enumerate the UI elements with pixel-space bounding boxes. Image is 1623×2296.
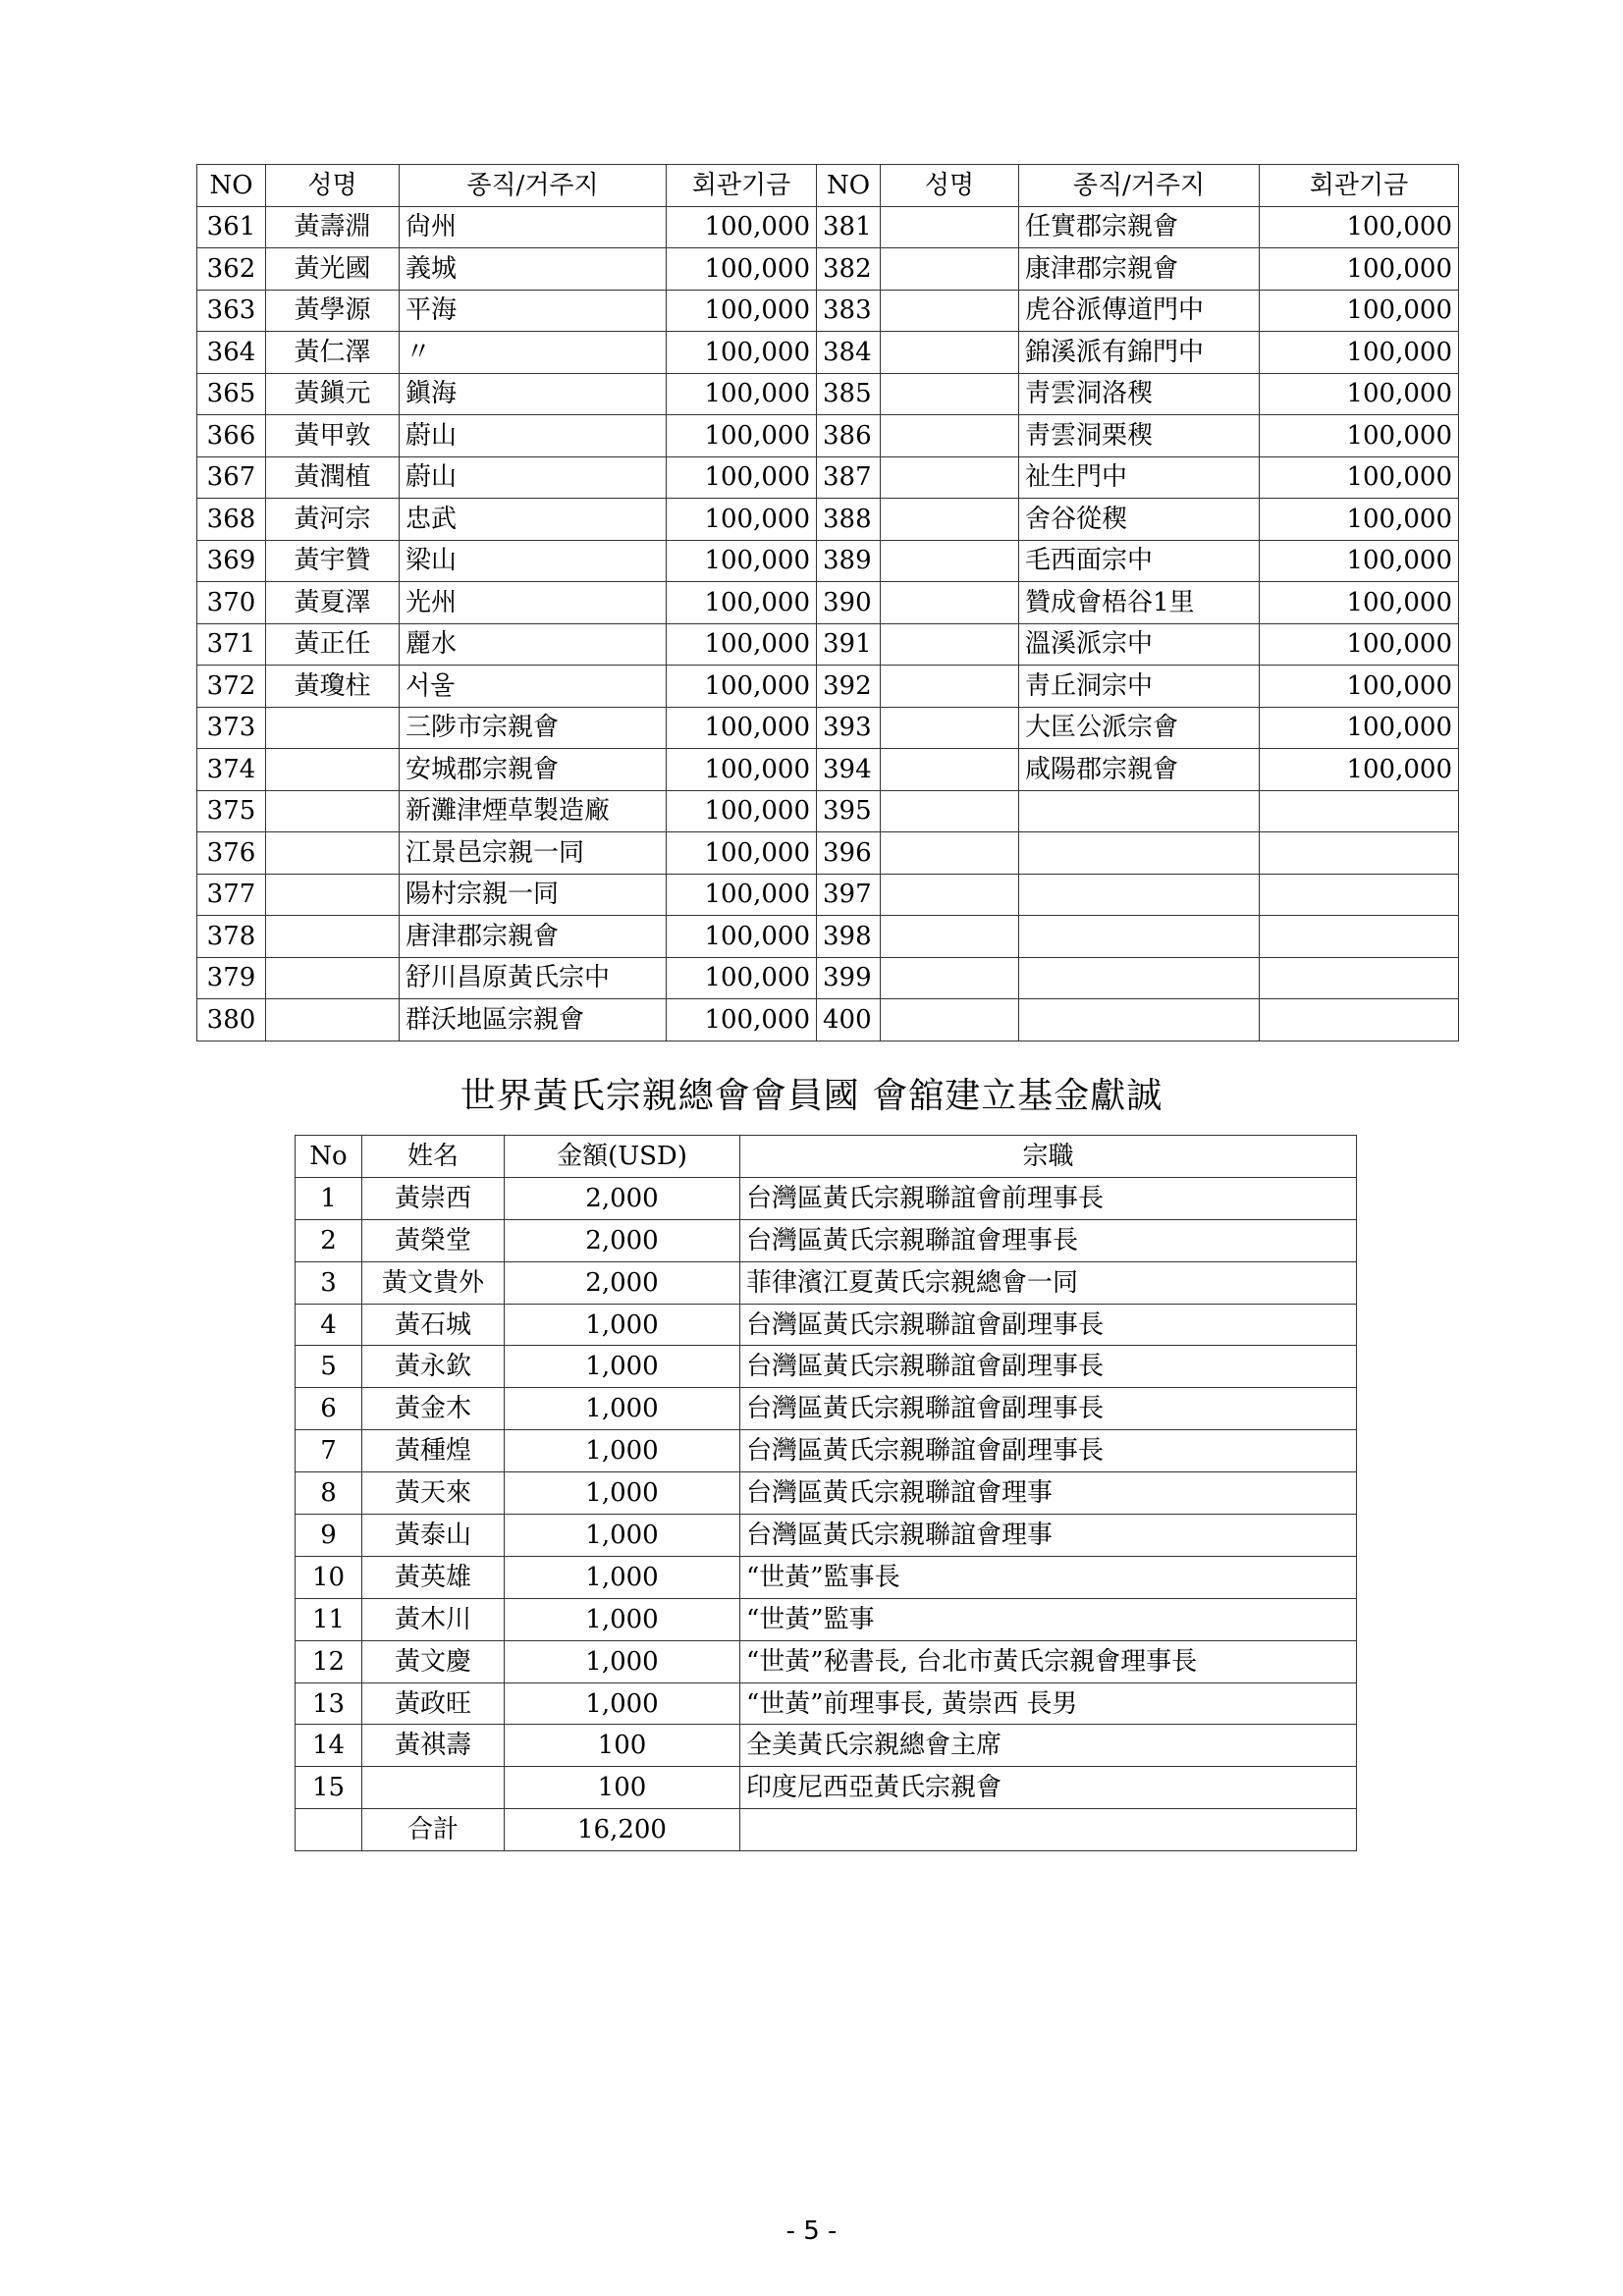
- donor-name: [266, 874, 400, 916]
- donor-name: [881, 707, 1019, 749]
- row-no: 13: [296, 1682, 362, 1725]
- clan-residence: 群沃地區宗親會: [400, 999, 667, 1041]
- donor-name: [266, 790, 400, 832]
- fund-amount: [1260, 999, 1459, 1041]
- clan-position: “世黃”前理事長, 黃崇西 長男: [740, 1682, 1357, 1725]
- clan-residence: [1019, 832, 1260, 875]
- donor-name: 黃學源: [266, 290, 400, 332]
- fund-amount: [1260, 832, 1459, 875]
- row-no: 361: [197, 206, 266, 248]
- table-row: [197, 790, 1459, 832]
- table-row: [296, 1515, 1357, 1557]
- row-no: 364: [197, 332, 266, 374]
- amount-usd: 2,000: [505, 1177, 740, 1219]
- clan-residence: 錦溪派有錦門中: [1019, 332, 1260, 374]
- row-no: 12: [296, 1640, 362, 1682]
- row-no: 375: [197, 790, 266, 832]
- amount-usd: 1,000: [505, 1430, 740, 1472]
- donor-name: [881, 749, 1019, 791]
- amount-usd: 1,000: [505, 1556, 740, 1598]
- fund-amount: 100,000: [1260, 666, 1459, 708]
- member-name: 黃永欽: [362, 1346, 505, 1388]
- clan-position: “世黃”監事長: [740, 1556, 1357, 1598]
- table-row: [197, 999, 1459, 1041]
- amount-usd: 1,000: [505, 1472, 740, 1515]
- row-no: 379: [197, 957, 266, 999]
- row-no: 11: [296, 1598, 362, 1640]
- donor-name: 黃河宗: [266, 499, 400, 541]
- clan-position: “世黃”秘書長, 台北市黃氏宗親會理事長: [740, 1640, 1357, 1682]
- clan-residence: 尙州: [400, 206, 667, 248]
- donor-name: [881, 666, 1019, 708]
- amount-usd: 1,000: [505, 1682, 740, 1725]
- table-row: [197, 957, 1459, 999]
- fund-amount: 100,000: [667, 248, 817, 291]
- row-no: 397: [817, 874, 881, 916]
- donor-name: 黃潤植: [266, 456, 400, 499]
- fund-amount: 100,000: [1260, 415, 1459, 457]
- donor-name: 黃壽淵: [266, 206, 400, 248]
- row-no: 367: [197, 456, 266, 499]
- table-row: [197, 749, 1459, 791]
- header-name: 성명: [881, 165, 1019, 207]
- member-name: 黃泰山: [362, 1515, 505, 1557]
- fund-amount: 100,000: [667, 707, 817, 749]
- clan-position: 台灣區黃氏宗親聯誼會副理事長: [740, 1304, 1357, 1346]
- donor-name: [266, 957, 400, 999]
- table-row: [296, 1598, 1357, 1640]
- donor-name: 黃仁澤: [266, 332, 400, 374]
- row-no: 363: [197, 290, 266, 332]
- amount-usd: 2,000: [505, 1261, 740, 1304]
- amount-usd: 1,000: [505, 1515, 740, 1557]
- donor-name: [881, 456, 1019, 499]
- donor-name: 黃正任: [266, 623, 400, 666]
- row-no: 366: [197, 415, 266, 457]
- fund-amount: 100,000: [667, 832, 817, 875]
- donor-name: [881, 373, 1019, 415]
- header-no: No: [296, 1136, 362, 1178]
- row-no: 1: [296, 1177, 362, 1219]
- donor-name: 黃夏澤: [266, 582, 400, 624]
- donor-name: [881, 957, 1019, 999]
- header-amount: 金額(USD): [505, 1136, 740, 1178]
- member-name: 黃文慶: [362, 1640, 505, 1682]
- donor-name: [881, 999, 1019, 1041]
- clan-residence: 毛西面宗中: [1019, 540, 1260, 582]
- table-row: [197, 499, 1459, 541]
- total-empty-cell: [296, 1809, 362, 1851]
- table-row: [296, 1640, 1357, 1682]
- fund-amount: 100,000: [1260, 582, 1459, 624]
- clan-residence: 康津郡宗親會: [1019, 248, 1260, 291]
- donor-name: [881, 206, 1019, 248]
- row-no: 393: [817, 707, 881, 749]
- row-no: 3: [296, 1261, 362, 1304]
- clan-residence: 鎭海: [400, 373, 667, 415]
- donor-name: [266, 999, 400, 1041]
- row-no: 378: [197, 916, 266, 958]
- clan-residence: 靑雲洞洛稧: [1019, 373, 1260, 415]
- fund-amount: 100,000: [667, 957, 817, 999]
- fund-amount: [1260, 916, 1459, 958]
- header-no: NO: [817, 165, 881, 207]
- clan-residence: 陽村宗親一同: [400, 874, 667, 916]
- member-name: 黃金木: [362, 1388, 505, 1430]
- donor-name: [881, 540, 1019, 582]
- table-row: [197, 332, 1459, 374]
- clan-residence: 祉生門中: [1019, 456, 1260, 499]
- clan-position: 台灣區黃氏宗親聯誼會理事長: [740, 1219, 1357, 1261]
- page-number: - 5 -: [785, 2216, 838, 2246]
- amount-usd: 1,000: [505, 1304, 740, 1346]
- fund-amount: 100,000: [667, 582, 817, 624]
- fund-amount: 100,000: [1260, 623, 1459, 666]
- fund-table-header: [296, 1136, 1357, 1178]
- row-no: 400: [817, 999, 881, 1041]
- clan-residence: 虎谷派傳道門中: [1019, 290, 1260, 332]
- row-no: 398: [817, 916, 881, 958]
- member-name: 黃石城: [362, 1304, 505, 1346]
- donor-name: [881, 290, 1019, 332]
- clan-residence: 光州: [400, 582, 667, 624]
- row-no: 392: [817, 666, 881, 708]
- clan-residence: 蔚山: [400, 456, 667, 499]
- row-no: 387: [817, 456, 881, 499]
- donor-table-header: [197, 165, 1459, 207]
- fund-amount: 100,000: [667, 415, 817, 457]
- clan-position: 台灣區黃氏宗親聯誼會理事: [740, 1472, 1357, 1515]
- row-no: 371: [197, 623, 266, 666]
- amount-usd: 100: [505, 1725, 740, 1767]
- table-row: [296, 1346, 1357, 1388]
- clan-residence: 安城郡宗親會: [400, 749, 667, 791]
- table-row: [197, 540, 1459, 582]
- donor-name: [881, 499, 1019, 541]
- donor-name: [881, 623, 1019, 666]
- fund-amount: 100,000: [667, 373, 817, 415]
- member-name: [362, 1767, 505, 1809]
- row-no: 381: [817, 206, 881, 248]
- clan-position: 台灣區黃氏宗親聯誼會理事: [740, 1515, 1357, 1557]
- clan-residence: 舍谷從稧: [1019, 499, 1260, 541]
- clan-residence: 大匡公派宗會: [1019, 707, 1260, 749]
- header-clan-residence: 종직/거주지: [1019, 165, 1260, 207]
- header-name: 성명: [266, 165, 400, 207]
- fund-amount: 100,000: [667, 499, 817, 541]
- member-name: 黃文貴外: [362, 1261, 505, 1304]
- row-no: 14: [296, 1725, 362, 1767]
- fund-amount: 100,000: [667, 999, 817, 1041]
- table-row: [197, 916, 1459, 958]
- row-no: 362: [197, 248, 266, 291]
- donor-name: [881, 790, 1019, 832]
- donor-name: 黃甲敦: [266, 415, 400, 457]
- amount-usd: 1,000: [505, 1346, 740, 1388]
- table-row: [197, 707, 1459, 749]
- header-no: NO: [197, 165, 266, 207]
- fund-amount: 100,000: [1260, 456, 1459, 499]
- clan-residence: 蔚山: [400, 415, 667, 457]
- table-row: [296, 1556, 1357, 1598]
- clan-residence: [1019, 874, 1260, 916]
- header-position: 宗職: [740, 1136, 1357, 1178]
- row-no: 399: [817, 957, 881, 999]
- member-name: 黃天來: [362, 1472, 505, 1515]
- clan-position: 菲律濱江夏黃氏宗親總會一同: [740, 1261, 1357, 1304]
- clan-position: 全美黃氏宗親總會主席: [740, 1725, 1357, 1767]
- fund-amount: 100,000: [667, 332, 817, 374]
- donor-name: 黃瓊柱: [266, 666, 400, 708]
- clan-residence: 溫溪派宗中: [1019, 623, 1260, 666]
- total-empty-cell: [740, 1809, 1357, 1851]
- row-no: 389: [817, 540, 881, 582]
- member-name: 黃政旺: [362, 1682, 505, 1725]
- row-no: 395: [817, 790, 881, 832]
- row-no: 10: [296, 1556, 362, 1598]
- member-name: 黃榮堂: [362, 1219, 505, 1261]
- header-hall-fund: 회관기금: [1260, 165, 1459, 207]
- row-no: 6: [296, 1388, 362, 1430]
- donor-name: [266, 832, 400, 875]
- row-no: 385: [817, 373, 881, 415]
- table-row: [296, 1682, 1357, 1725]
- member-name: 黃種煌: [362, 1430, 505, 1472]
- header-hall-fund: 회관기금: [667, 165, 817, 207]
- fund-amount: 100,000: [667, 749, 817, 791]
- clan-residence: [1019, 957, 1260, 999]
- table-row: [197, 832, 1459, 875]
- clan-residence: 唐津郡宗親會: [400, 916, 667, 958]
- clan-residence: 忠武: [400, 499, 667, 541]
- table-row: [296, 1304, 1357, 1346]
- donor-name: [881, 916, 1019, 958]
- donor-name: [881, 582, 1019, 624]
- clan-position: 台灣區黃氏宗親聯誼會前理事長: [740, 1177, 1357, 1219]
- amount-usd: 2,000: [505, 1219, 740, 1261]
- amount-usd: 1,000: [505, 1640, 740, 1682]
- clan-position: 台灣區黃氏宗親聯誼會副理事長: [740, 1430, 1357, 1472]
- clan-residence: 舒川昌原黃氏宗中: [400, 957, 667, 999]
- clan-residence: 三陟市宗親會: [400, 707, 667, 749]
- fund-amount: 100,000: [1260, 707, 1459, 749]
- row-no: 396: [817, 832, 881, 875]
- clan-residence: 新灘津煙草製造廠: [400, 790, 667, 832]
- table-row: [296, 1177, 1357, 1219]
- table-row: [197, 623, 1459, 666]
- table-row: [296, 1388, 1357, 1430]
- fund-amount: 100,000: [667, 290, 817, 332]
- row-no: 5: [296, 1346, 362, 1388]
- fund-section-title: 世界黃氏宗親總會會員國 會舘建立基金獻誠: [460, 1076, 1163, 1116]
- fund-amount: 100,000: [667, 623, 817, 666]
- row-no: 369: [197, 540, 266, 582]
- fund-amount: 100,000: [1260, 332, 1459, 374]
- donor-name: 黃宇贊: [266, 540, 400, 582]
- clan-residence: 〃: [400, 332, 667, 374]
- total-label: 合計: [362, 1809, 505, 1851]
- row-no: 374: [197, 749, 266, 791]
- fund-amount: 100,000: [667, 540, 817, 582]
- row-no: 384: [817, 332, 881, 374]
- donor-name: [266, 749, 400, 791]
- table-row: [197, 415, 1459, 457]
- row-no: 382: [817, 248, 881, 291]
- table-row: [197, 666, 1459, 708]
- total-row: [296, 1809, 1357, 1851]
- table-row: [296, 1472, 1357, 1515]
- table-row: [296, 1725, 1357, 1767]
- fund-amount: 100,000: [1260, 540, 1459, 582]
- row-no: 368: [197, 499, 266, 541]
- donor-name: [881, 415, 1019, 457]
- fund-table: [295, 1135, 1357, 1851]
- clan-position: 印度尼西亞黃氏宗親會: [740, 1767, 1357, 1809]
- amount-usd: 100: [505, 1767, 740, 1809]
- table-row: [296, 1219, 1357, 1261]
- row-no: 372: [197, 666, 266, 708]
- clan-residence: 麗水: [400, 623, 667, 666]
- clan-residence: 平海: [400, 290, 667, 332]
- row-no: 9: [296, 1515, 362, 1557]
- clan-residence: [1019, 999, 1260, 1041]
- row-no: 388: [817, 499, 881, 541]
- member-name: 黃英雄: [362, 1556, 505, 1598]
- header-name: 姓名: [362, 1136, 505, 1178]
- row-no: 394: [817, 749, 881, 791]
- row-no: 8: [296, 1472, 362, 1515]
- table-row: [296, 1767, 1357, 1809]
- clan-residence: 任實郡宗親會: [1019, 206, 1260, 248]
- fund-amount: 100,000: [1260, 499, 1459, 541]
- row-no: 365: [197, 373, 266, 415]
- table-row: [197, 874, 1459, 916]
- table-row: [197, 206, 1459, 248]
- clan-residence: [1019, 790, 1260, 832]
- fund-amount: [1260, 790, 1459, 832]
- amount-usd: 1,000: [505, 1388, 740, 1430]
- donor-name: [881, 832, 1019, 875]
- donor-table: [196, 164, 1459, 1041]
- row-no: 377: [197, 874, 266, 916]
- fund-amount: 100,000: [1260, 248, 1459, 291]
- clan-residence: 贊成會梧谷1里: [1019, 582, 1260, 624]
- donor-name: 黃鎭元: [266, 373, 400, 415]
- table-row: [197, 290, 1459, 332]
- clan-position: “世黃”監事: [740, 1598, 1357, 1640]
- donor-name: [881, 874, 1019, 916]
- clan-residence: 義城: [400, 248, 667, 291]
- fund-amount: 100,000: [667, 666, 817, 708]
- fund-amount: 100,000: [667, 456, 817, 499]
- donor-name: [266, 916, 400, 958]
- row-no: 2: [296, 1219, 362, 1261]
- donor-name: [266, 707, 400, 749]
- fund-amount: 100,000: [1260, 206, 1459, 248]
- row-no: 390: [817, 582, 881, 624]
- amount-usd: 1,000: [505, 1598, 740, 1640]
- clan-residence: 江景邑宗親一同: [400, 832, 667, 875]
- total-amount: 16,200: [505, 1809, 740, 1851]
- table-row: [197, 373, 1459, 415]
- clan-position: 台灣區黃氏宗親聯誼會副理事長: [740, 1388, 1357, 1430]
- table-row: [296, 1261, 1357, 1304]
- row-no: 391: [817, 623, 881, 666]
- fund-amount: [1260, 957, 1459, 999]
- fund-amount: 100,000: [1260, 290, 1459, 332]
- fund-amount: [1260, 874, 1459, 916]
- table-row: [197, 456, 1459, 499]
- donor-name: 黃光國: [266, 248, 400, 291]
- row-no: 386: [817, 415, 881, 457]
- row-no: 373: [197, 707, 266, 749]
- clan-position: 台灣區黃氏宗親聯誼會副理事長: [740, 1346, 1357, 1388]
- member-name: 黃祺壽: [362, 1725, 505, 1767]
- member-name: 黃木川: [362, 1598, 505, 1640]
- fund-amount: 100,000: [667, 874, 817, 916]
- fund-amount: 100,000: [1260, 749, 1459, 791]
- clan-residence: 梁山: [400, 540, 667, 582]
- row-no: 383: [817, 290, 881, 332]
- table-row: [197, 582, 1459, 624]
- member-name: 黃崇西: [362, 1177, 505, 1219]
- fund-amount: 100,000: [667, 206, 817, 248]
- table-row: [197, 248, 1459, 291]
- donor-name: [881, 248, 1019, 291]
- fund-amount: 100,000: [1260, 373, 1459, 415]
- fund-amount: 100,000: [667, 916, 817, 958]
- clan-residence: [1019, 916, 1260, 958]
- table-row: [296, 1430, 1357, 1472]
- row-no: 15: [296, 1767, 362, 1809]
- clan-residence: 서울: [400, 666, 667, 708]
- clan-residence: 靑雲洞栗稧: [1019, 415, 1260, 457]
- row-no: 376: [197, 832, 266, 875]
- row-no: 7: [296, 1430, 362, 1472]
- clan-residence: 咸陽郡宗親會: [1019, 749, 1260, 791]
- clan-residence: 靑丘洞宗中: [1019, 666, 1260, 708]
- row-no: 4: [296, 1304, 362, 1346]
- fund-amount: 100,000: [667, 790, 817, 832]
- row-no: 380: [197, 999, 266, 1041]
- row-no: 370: [197, 582, 266, 624]
- header-clan-residence: 종직/거주지: [400, 165, 667, 207]
- donor-name: [881, 332, 1019, 374]
